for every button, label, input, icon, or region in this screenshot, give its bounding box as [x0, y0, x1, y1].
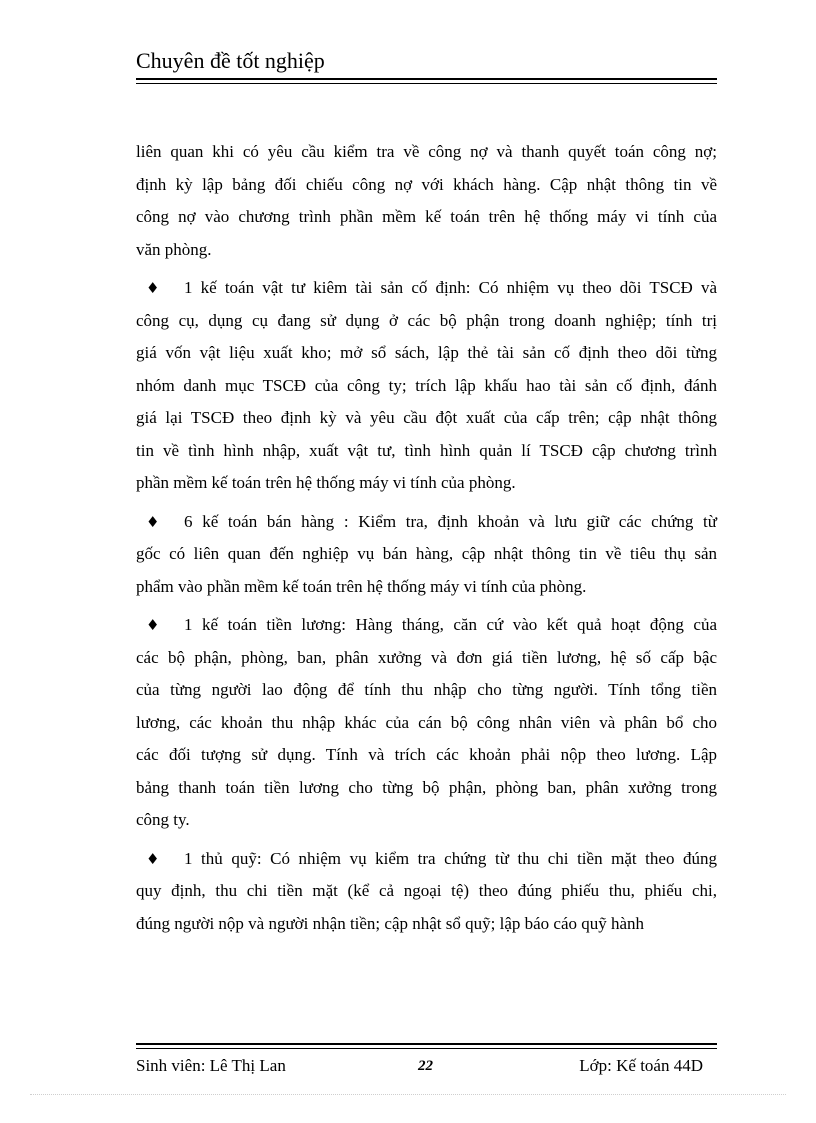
paragraph-text: công ty.: [136, 810, 190, 829]
paragraph-text: 1 kế toán vật tư kiêm tài sản cố định: Có nhiệm vụ theo dõi TSCĐ và: [184, 278, 717, 297]
paragraph-line: [136, 642, 717, 675]
paragraph-line: [136, 843, 717, 876]
paragraph-text: phần mềm kế toán trên hệ thống máy vi tính của phòng.: [136, 473, 516, 492]
paragraph-line: [136, 908, 717, 941]
paragraph-line: [136, 674, 717, 707]
paragraph-line: [136, 234, 717, 267]
footer-page-number: 22: [418, 1058, 433, 1074]
paragraph-text: đúng người nộp và người nhận tiền; cập nhật sổ quỹ; lập báo cáo quỹ hành: [136, 913, 645, 933]
paragraph-line: [136, 609, 717, 642]
paragraph-line: [136, 370, 717, 403]
paragraph-text: công cụ, dụng cụ đang sử dụng ở các bộ phận trong doanh nghiệp; tính trị: [136, 310, 717, 330]
paragraph-text: tin về tình hình nhập, xuất vật tư, tình hình quản lí TSCĐ cập chương trình: [136, 440, 717, 460]
paragraph-line: [136, 467, 717, 500]
paragraph-text: 1 thủ quỹ: Có nhiệm vụ kiểm tra chứng từ thu chi tiền mặt theo đúng: [184, 848, 717, 868]
paragraph-text: văn phòng.: [136, 239, 212, 259]
header-double-rule: [136, 78, 717, 84]
footer-class-name: Lớp: Kế toán 44D: [579, 1056, 703, 1075]
page-edge-divider: [30, 1094, 786, 1095]
diamond-bullet-icon: ♦: [146, 512, 160, 531]
diamond-bullet-icon: ♦: [146, 849, 160, 868]
paragraph-text: công nợ vào chương trình phần mềm kế toán trên hệ thống máy vi tính của: [136, 207, 717, 226]
page-header-title: Chuyên đề tốt nghiệp: [136, 48, 325, 73]
paragraph-line: [136, 402, 717, 435]
paragraph-text: lương, các khoản thu nhập khác của cán bộ công nhân viên và phân bổ cho: [136, 712, 717, 732]
paragraph-line: [136, 538, 717, 571]
paragraph-text: bảng thanh toán tiền lương cho từng bộ phận, phòng ban, phân xưởng trong: [136, 777, 717, 797]
paragraph-text: nhóm danh mục TSCĐ của công ty; trích lập khấu hao tài sản cố định, đánh: [136, 375, 717, 395]
paragraph-text: giá vốn vật liệu xuất kho; mở sổ sách, lập thẻ tài sản cố định theo dõi từng: [136, 343, 717, 362]
paragraph-line: [136, 169, 717, 202]
diamond-bullet-icon: ♦: [146, 279, 160, 297]
paragraph-line: [136, 571, 717, 604]
footer-student-name: Sinh viên: Lê Thị Lan: [136, 1056, 286, 1075]
paragraph-line: [136, 772, 717, 805]
paragraph-text: giá lại TSCĐ theo định kỳ và yêu cầu đột xuất của cấp trên; cập nhật thông: [136, 408, 717, 427]
paragraph-text: gốc có liên quan đến nghiệp vụ bán hàng, cập nhật thông tin về tiêu thụ sản: [136, 544, 717, 563]
paragraph-line: [136, 435, 717, 468]
footer-double-rule: [136, 1043, 717, 1049]
paragraph-text: các đối tượng sử dụng. Tính và trích các khoản phải nộp theo lương. Lập: [136, 745, 717, 764]
paragraph-line: [136, 136, 717, 169]
paragraph-line: [136, 804, 717, 837]
paragraph-line: [136, 739, 717, 772]
paragraph-line: [136, 875, 717, 908]
paragraph-text: định kỳ lập bảng đối chiếu công nợ với khách hàng. Cập nhật thông tin về: [136, 174, 717, 194]
diamond-bullet-icon: ♦: [146, 616, 160, 634]
paragraph-text: 1 kế toán tiền lương: Hàng tháng, căn cứ vào kết quả hoạt động của: [184, 615, 717, 634]
paragraph-line: [136, 305, 717, 338]
paragraph-line: [136, 707, 717, 740]
paragraph-text: các bộ phận, phòng, ban, phân xưởng và đơn giá tiền lương, hệ số cấp bậc: [136, 647, 717, 667]
paragraph-text: liên quan khi có yêu cầu kiểm tra về công nợ và thanh quyết toán công nợ;: [136, 142, 717, 161]
paragraph-line: [136, 337, 717, 370]
paragraph-text: quy định, thu chi tiền mặt (kể cả ngoại tệ) theo đúng phiếu thu, phiếu chi,: [136, 881, 717, 900]
document-body: [136, 136, 717, 940]
paragraph-text: phẩm vào phần mềm kế toán trên hệ thống máy vi tính của phòng.: [136, 576, 587, 596]
paragraph-line: [136, 272, 717, 305]
paragraph-line: [136, 506, 717, 539]
paragraph-line: [136, 201, 717, 234]
page-footer: [136, 1054, 717, 1078]
paragraph-text: của từng người lao động để tính thu nhập cho từng người. Tính tổng tiền: [136, 680, 717, 699]
paragraph-text: 6 kế toán bán hàng : Kiểm tra, định khoản và lưu giữ các chứng từ: [184, 511, 717, 531]
